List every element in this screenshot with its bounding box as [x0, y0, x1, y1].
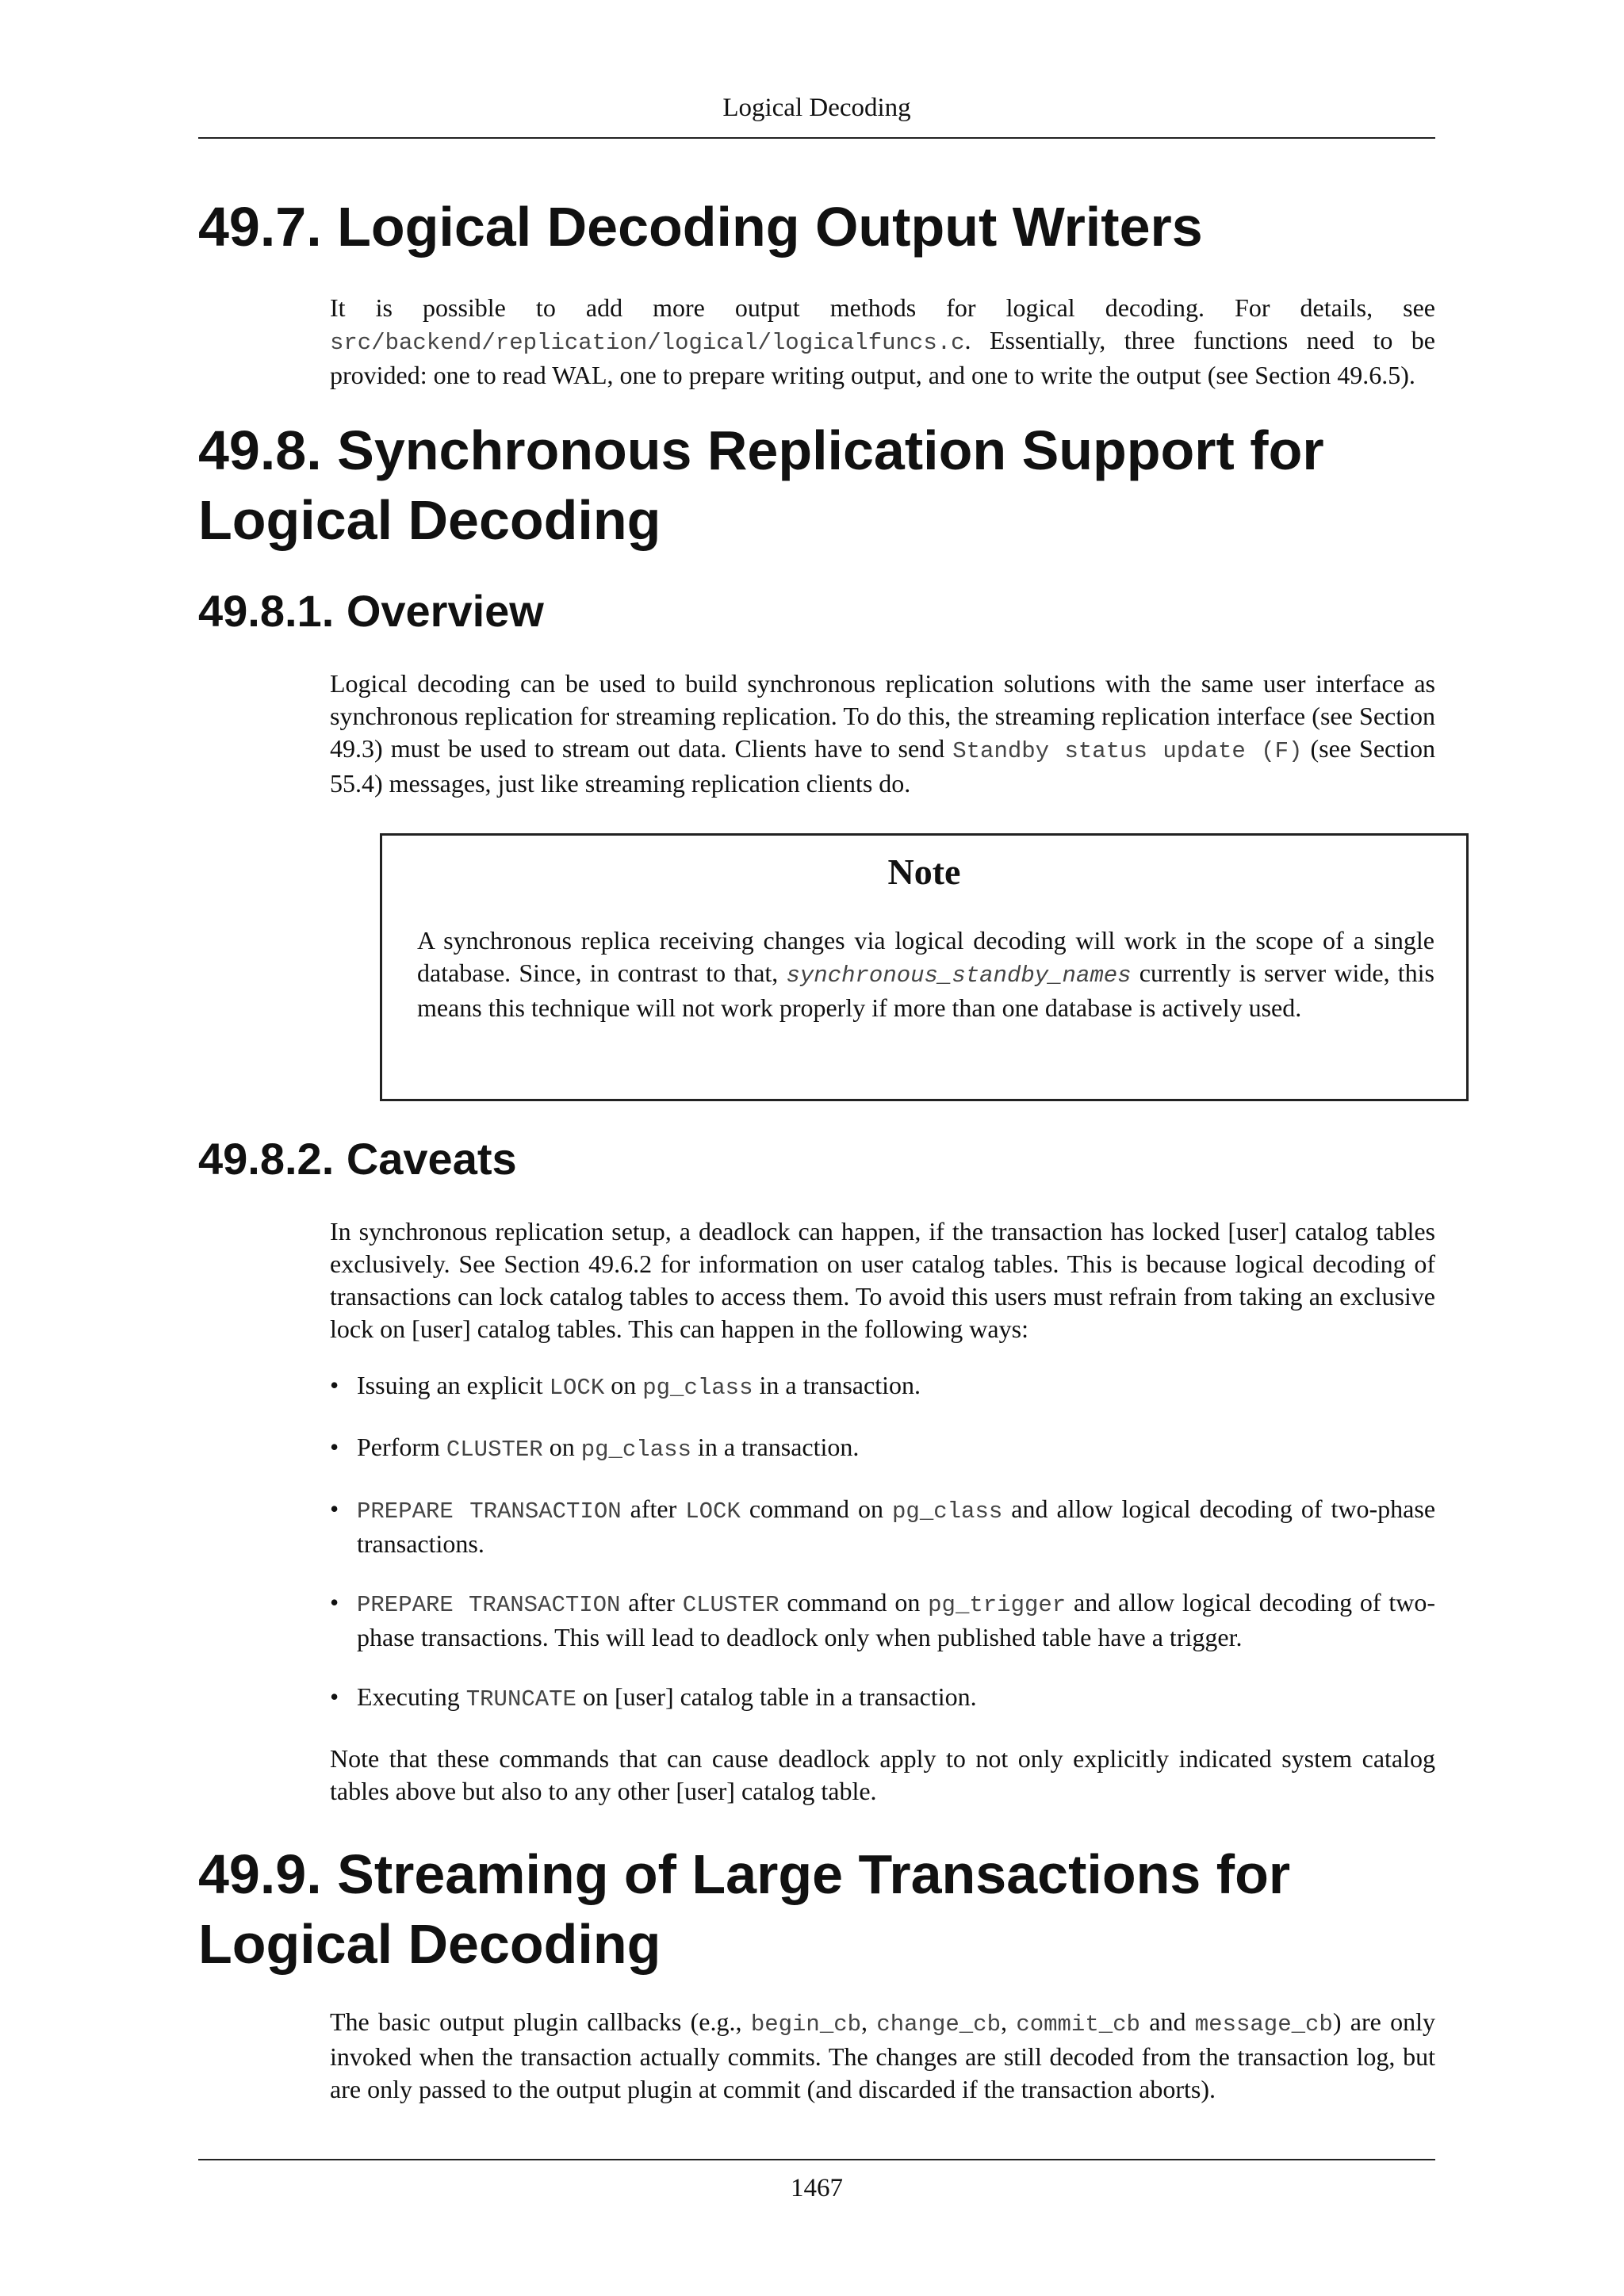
code: pg_class [642, 1375, 753, 1401]
text: . Essentially, three functions need to be provided: one to read WAL, one to prepare writing output, and one to write the output (see Section 49.6.5). [330, 326, 1435, 389]
code: LOCK [685, 1498, 741, 1525]
footer-rule [198, 2159, 1435, 2160]
bullet-glyph: • [330, 1371, 339, 1399]
note-box [380, 833, 1469, 1101]
bullet-text: PREPARE TRANSACTION after CLUSTER command on pg_trigger and allow logical decoding of two-phase transactions. This will lead to deadlock only when published table have a trigger. [357, 1588, 1436, 1651]
bullet-glyph: • [330, 1494, 339, 1523]
parameter-name: synchronous_standby_names [786, 962, 1132, 989]
text: Logical decoding can be used to build synchronous replication solutions with the same user interface as synchronous replication for streaming replication. To do this, the streaming replication interface (see Section 49.3) must be used to stream out data. Clients have to send [330, 669, 1435, 763]
code: pg_trigger [928, 1592, 1067, 1618]
code: begin_cb [750, 2011, 862, 2038]
bullet-glyph: • [330, 1588, 339, 1617]
code: commit_cb [1016, 2011, 1140, 2038]
header-rule [198, 137, 1435, 139]
code: LOCK [549, 1375, 605, 1401]
bullet-text: PREPARE TRANSACTION after LOCK command on pg_class and allow logical decoding of two-phase transactions. [357, 1494, 1436, 1558]
code: TRUNCATE [465, 1686, 576, 1712]
heading-line: Logical Decoding [198, 489, 661, 551]
bullet-text: Executing TRUNCATE on [user] catalog table in a transaction. [357, 1682, 977, 1712]
overview-paragraph [330, 668, 1435, 800]
text: It is possible to add more output methods for logical decoding. For details, see [330, 293, 1435, 322]
code: message_cb [1194, 2011, 1333, 2038]
code: change_cb [876, 2011, 1001, 2038]
text: (see Section 55.4) messages, just like streaming replication clients do. [330, 734, 1436, 798]
page-number: 1467 [791, 2174, 843, 2202]
heading-line: 49.8. Synchronous Replication Support for [198, 419, 1324, 481]
heading-line: Logical Decoding [198, 1913, 661, 1975]
section-heading-49-7: 49.7. Logical Decoding Output Writers [198, 196, 1203, 258]
note-title: Note [887, 851, 961, 892]
code: CLUSTER [682, 1592, 779, 1618]
code: pg_class [892, 1498, 1003, 1525]
bullet-text: Perform CLUSTER on pg_class in a transaction. [357, 1433, 860, 1463]
note-text [417, 924, 1434, 1024]
subsection-heading-overview: 49.8.1. Overview [198, 586, 544, 636]
code-path: src/backend/replication/logical/logicalfuncs.c [330, 330, 965, 356]
output-writers-paragraph [330, 292, 1435, 392]
subsection-heading-caveats: 49.8.2. Caveats [198, 1134, 517, 1184]
code: PREPARE TRANSACTION [357, 1498, 622, 1525]
caveats-intro: In synchronous replication setup, a deadlock can happen, if the transaction has locked [user] catalog tables exclusively. See Section 49.6.2 for information on user catalog tables. This is because logical decoding of transactions can lock catalog tables to access them. To avoid this users must refrain from taking an exclusive lock on [user] catalog tables. This can happen in the following ways: [330, 1217, 1435, 1343]
text: currently is server wide, this means this technique will not work properly if more than one database is actively used. [417, 959, 1435, 1022]
code: PREPARE TRANSACTION [357, 1592, 621, 1618]
section-heading-49-8 [198, 415, 1435, 555]
code-message: Standby status update (F) [952, 738, 1303, 764]
heading-line: 49.9. Streaming of Large Transactions for [198, 1843, 1291, 1905]
code: CLUSTER [446, 1437, 543, 1463]
bullet-text: Issuing an explicit LOCK on pg_class in a transaction. [357, 1371, 921, 1401]
caveats-outro: Note that these commands that can cause deadlock apply to not only explicitly indicated system catalog tables above but also to any other [user] catalog table. [330, 1744, 1435, 1805]
running-header: Logical Decoding [722, 94, 911, 122]
bullet-glyph: • [330, 1682, 339, 1711]
section-heading-49-9 [198, 1839, 1435, 1979]
bullet-glyph: • [330, 1433, 339, 1461]
streaming-paragraph: The basic output plugin callbacks (e.g., begin_cb, change_cb, commit_cb and message_cb) are only invoked when the transaction actually commits. The changes are still decoded from the transaction log, but are only passed to the output plugin at commit (and discarded if the transaction aborts). [330, 2007, 1436, 2103]
code: pg_class [580, 1437, 691, 1463]
text: A synchronous replica receiving changes via logical decoding will work in the scope of a single database. Since, in contrast to that, [417, 926, 1434, 987]
